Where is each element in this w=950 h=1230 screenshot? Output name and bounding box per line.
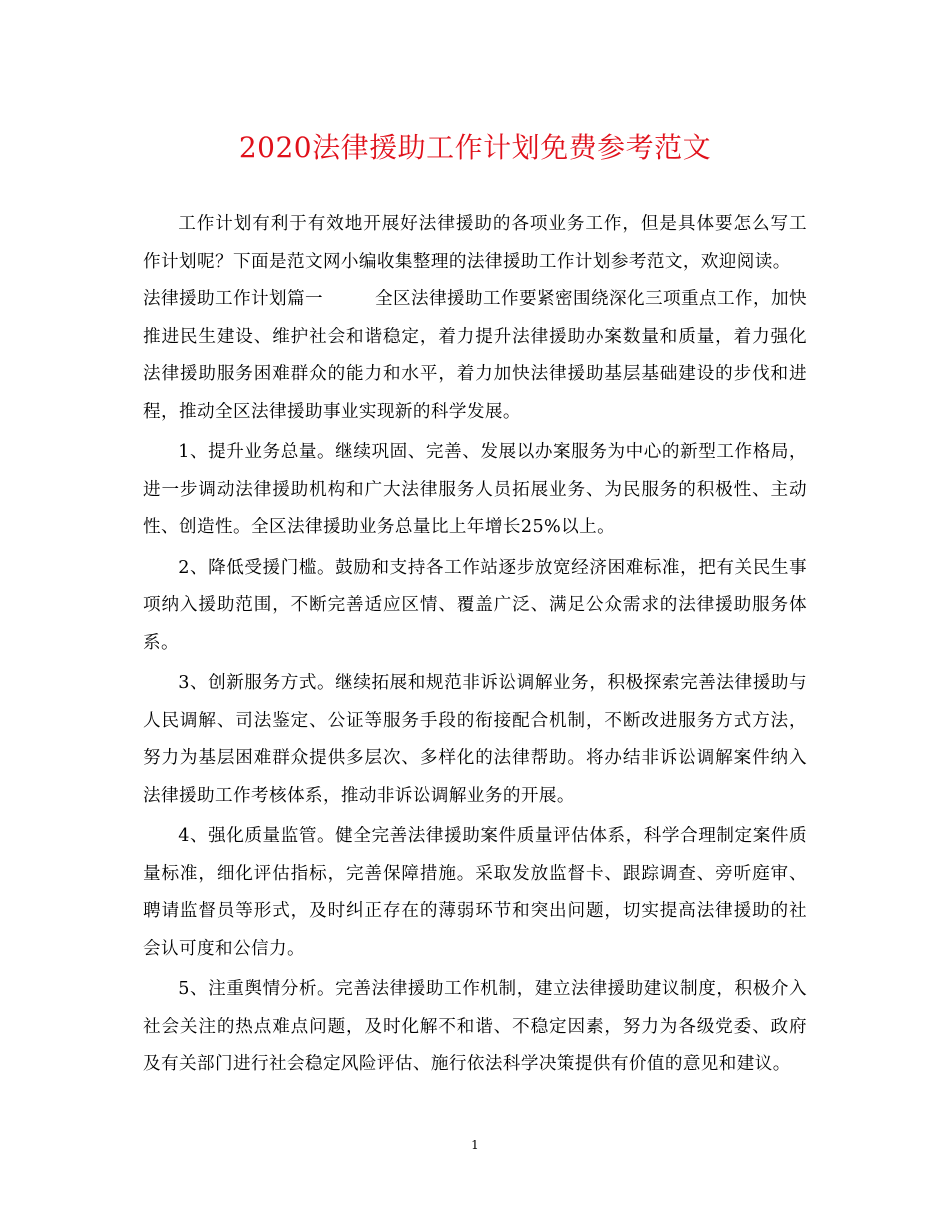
section-label: 法律援助工作计划篇一 (143, 289, 323, 309)
intro-paragraph: 工作计划有利于有效地开展好法律援助的各项业务工作，但是具体要怎么写工作计划呢？下面是范文网小编收集整理的法律援助工作计划参考范文，欢迎阅读。 (143, 214, 807, 272)
document-body (143, 206, 807, 1084)
list-item: 4、强化质量监管。健全完善法律援助案件质量评估体系，科学合理制定案件质量标准，细化评估指标，完善保障措施。采取发放监督卡、跟踪调查、旁听庭审、聘请监督员等形式，及时纠正存在的薄弱环节和突出问题，切实提高法律援助的社会认可度和公信力。 (143, 826, 807, 959)
list-item: 3、创新服务方式。继续拓展和规范非诉讼调解业务，积极探索完善法律援助与人民调解、司法鉴定、公证等服务手段的衔接配合机制，不断改进服务方式方法，努力为基层困难群众提供多层次、多样化的法律帮助。将办结非诉讼调解案件纳入法律援助工作考核体系，推动非诉讼调解业务的开展。 (143, 673, 807, 806)
list-item: 5、注重舆情分析。完善法律援助工作机制，建立法律援助建议制度，积极介入社会关注的热点难点问题，及时化解不和谐、不稳定因素，努力为各级党委、政府及有关部门进行社会稳定风险评估、施行依法科学决策提供有价值的意见和建议。 (143, 979, 807, 1074)
list-item: 1、提升业务总量。继续巩固、完善、发展以办案服务为中心的新型工作格局，进一步调动法律援助机构和广大法律服务人员拓展业务、为民服务的积极性、主动性、创造性。全区法律援助业务总量比上年增长25%以上。 (143, 442, 807, 537)
list-item: 2、降低受援门槛。鼓励和支持各工作站逐步放宽经济困难标准，把有关民生事项纳入援助范围，不断完善适应区情、覆盖广泛、满足公众需求的法律援助服务体系。 (143, 557, 807, 653)
section-paragraph (143, 281, 807, 431)
page-number: 1 (471, 1138, 479, 1152)
document-title: 2020法律援助工作计划免费参考范文 (238, 131, 712, 164)
section-text: 全区法律援助工作要紧密围绕深化三项重点工作，加快推进民生建设、维护社会和谐稳定，着力提升法律援助办案数量和质量，着力强化法律援助服务困难群众的能力和水平，着力加快法律援助基层基础建设的步伐和进程，推动全区法律援助事业实现新的科学发展。 (143, 289, 807, 422)
